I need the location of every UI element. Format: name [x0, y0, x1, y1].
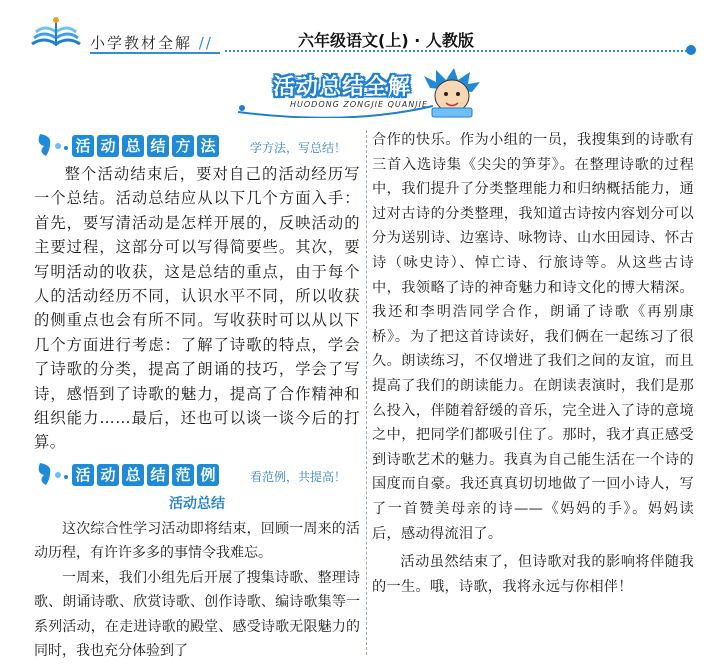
- essay-title: 活动总结: [169, 495, 225, 512]
- page-header: [0, 0, 712, 60]
- section-title-char: 例: [197, 464, 219, 486]
- open-book-icon: [28, 14, 84, 54]
- header-underline: [90, 52, 220, 54]
- right-column: [372, 128, 694, 599]
- section-title-char: 动: [97, 464, 119, 486]
- header-dotted-line: [225, 50, 695, 52]
- banner: [228, 64, 490, 118]
- section-slogan-method: 学方法，写总结！: [250, 141, 347, 155]
- section-header-method: [34, 128, 360, 162]
- banner-title: 活动总结全解: [273, 75, 412, 100]
- section-title-char: 动: [97, 135, 119, 157]
- section-slogan-example: 看范例，共提高！: [250, 469, 347, 484]
- section-title-example: [68, 464, 223, 488]
- section-title-char: 法: [197, 135, 219, 157]
- section-title-char: 总: [122, 135, 144, 157]
- section-title-method: [68, 135, 223, 159]
- section-title-char: 范: [172, 464, 194, 486]
- banner-pinyin: HUODONG ZONGJIE QUANJIE: [290, 100, 429, 109]
- essay-body: [34, 517, 360, 663]
- essay-closing: 活动虽然结束了，但诗歌对我的影响将伴随我的一生。哦，诗歌，我将永远与你相伴！: [372, 554, 694, 595]
- section-title-char: 活: [72, 135, 94, 157]
- cartoon-boy-icon: [422, 66, 482, 118]
- section-title-char: 结: [147, 464, 169, 486]
- method-body: 整个活动结束后，要对自己的活动经历写一个总结。活动总结应从以下几个方面入手：首先，要写清活动是怎样开展的，反映活动的主要过程，这部分可以写得简要些。其次，要写明活动的收获，这是总结的重点，由于每个人的活动经历不同，认识水平不同，所以收获的侧重点也会有所不同。写收获时可以从以下几个方面进行考虑：了解了诗歌的特点，学会了诗歌的分类，提高了朗诵的技巧，学会了写诗，感悟到了诗歌的魅力，提高了合作精神和组织能力……最后，还也可以谈一谈今后的打算。: [34, 165, 360, 452]
- left-column: [34, 128, 360, 663]
- header-brand: 小学教材全解 //: [90, 34, 213, 52]
- column-divider: [366, 130, 367, 655]
- section-title-char: 结: [147, 135, 169, 157]
- section-title-char: 活: [72, 464, 94, 486]
- header-dot: [686, 45, 696, 55]
- essay-paragraph: 这次综合性学习活动即将结束，回顾一周来的活动历程，有许许多多的事情令我难忘。: [34, 520, 360, 562]
- section-header-example: [34, 457, 360, 491]
- essay-continuation: 合作的快乐。作为小组的一员，我搜集到的诗歌有三首入选诗集《尖尖的笋芽》。在整理诗歌的过程中，我们提升了分类整理能力和归纳概括能力，通过对古诗的分类整理，我知道古诗按内容划分可以分为送别诗、边塞诗、咏物诗、山水田园诗、怀古诗（咏史诗）、悼亡诗、行旅诗等。从这些古诗中，我领略了诗的神奇魅力和诗文化的博大精深。我还和李明浩同学合作，朗诵了诗歌《再别康桥》。为了把这首诗读好，我们俩在一起练习了很久。朗读练习，不仅增进了我们之间的友谊，而且提高了我们的朗读能力。在朗读表演时，我们是那么投入，伴随着舒缓的音乐，完全进入了诗的意境之中，把同学们都吸引住了。那时，我才真正感受到诗歌艺术的魅力。我真为自己能生活在一个诗的国度而自豪。我还真真切切地做了一回小诗人，写了一首赞美母亲的诗——《妈妈的手》。妈妈读后，感动得流泪了。: [372, 132, 694, 542]
- section-title-char: 总: [122, 464, 144, 486]
- book-title: 六年级语文(上) · 人教版: [298, 31, 474, 50]
- essay-paragraph: 一周来，我们小组先后开展了搜集诗歌、整理诗歌、朗诵诗歌、欣赏诗歌、创作诗歌、编诗歌集等一系列活动，在走进诗歌的殿堂、感受诗歌无限魅力的同时，我也充分体验到了: [34, 569, 360, 659]
- section-title-char: 方: [172, 135, 194, 157]
